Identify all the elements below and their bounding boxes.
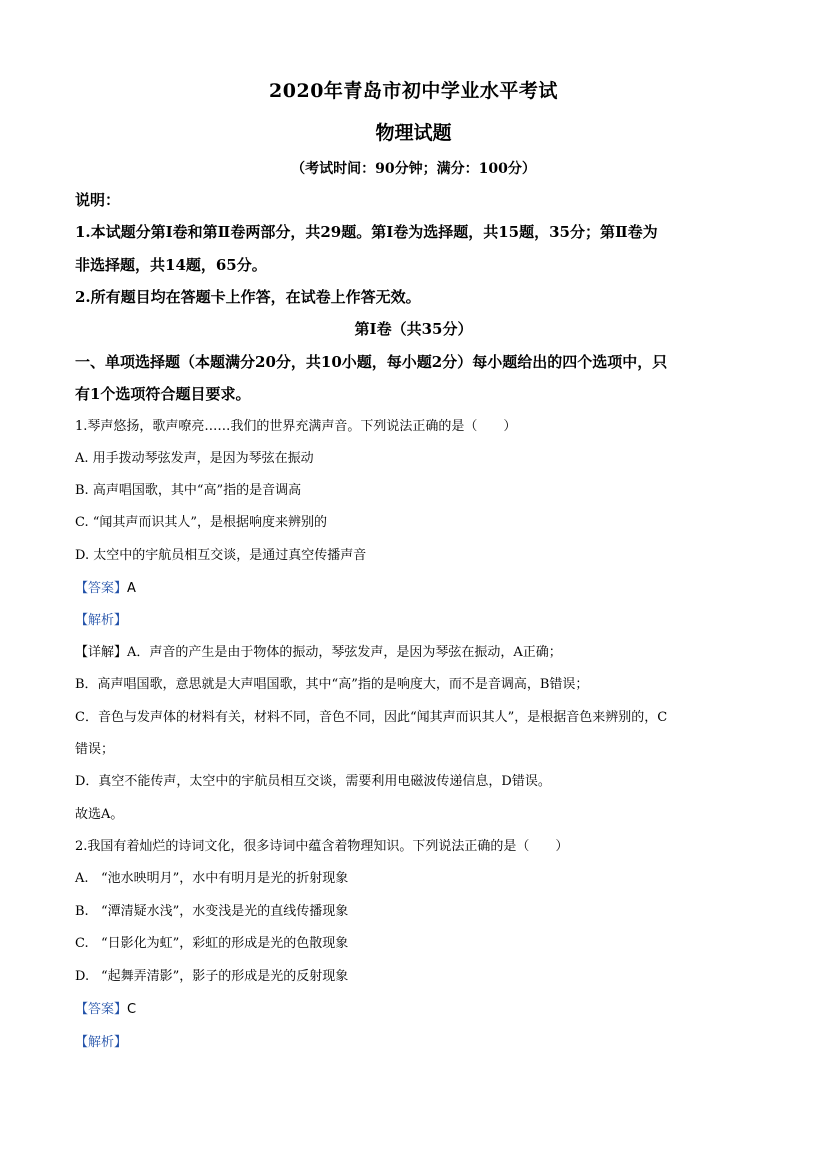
question-1-option-c: C. “闻其声而识其人”，是根据响度来辨别的 bbox=[75, 515, 328, 530]
instruction-item-1-line-1: 1.本试题分第Ⅰ卷和第Ⅱ卷两部分，共29题。第Ⅰ卷为选择题，共15题，35分；第Ⅱ卷为 bbox=[75, 223, 658, 241]
question-1-detail-line: 错误； bbox=[75, 742, 115, 757]
answer-value: C bbox=[127, 1002, 137, 1017]
question-2-option-d bbox=[75, 967, 755, 987]
exam-info: （考试时间：90分钟；满分：100分） bbox=[291, 161, 536, 177]
option-text: “池水映明月”，水中有明月是光的折射现象 bbox=[101, 871, 349, 886]
option-text: “起舞弄清影”，影子的形成是光的反射现象 bbox=[101, 969, 349, 984]
question-2-option-b bbox=[75, 902, 755, 922]
exam-subject: 物理试题 bbox=[375, 122, 452, 144]
option-label: C. bbox=[75, 936, 89, 951]
answer-tag: 【答案】 bbox=[75, 1002, 128, 1017]
part-heading-line-1: 一、单项选择题（本题满分20分，共10小题，每小题2分）每小题给出的四个选项中，只 bbox=[75, 353, 668, 371]
question-1-detail-line: 【详解】A．声音的产生是由于物体的振动，琴弦发声，是因为琴弦在振动，A正确； bbox=[75, 645, 562, 660]
question-1-detail-line: D．真空不能传声，太空中的宇航员相互交谈，需要利用电磁波传递信息，D错误。 bbox=[75, 774, 551, 789]
analysis-tag: 【解析】 bbox=[75, 1035, 128, 1050]
question-1-detail-line: B．高声唱国歌，意思就是大声唱国歌，其中“高”指的是响度大，而不是音调高，B错误； bbox=[75, 677, 589, 692]
section-title: 第Ⅰ卷（共35分） bbox=[354, 320, 473, 338]
question-1-option-b: B. 高声唱国歌，其中“高”指的是音调高 bbox=[75, 483, 302, 498]
question-1-option-a: A. 用手拨动琴弦发声，是因为琴弦在振动 bbox=[75, 451, 314, 466]
answer-value: A bbox=[127, 581, 136, 596]
question-2-answer bbox=[75, 999, 755, 1020]
option-text: “潭清疑水浅”，水变浅是光的直线传播现象 bbox=[101, 904, 349, 919]
question-1-option-d: D. 太空中的宇航员相互交谈，是通过真空传播声音 bbox=[75, 548, 367, 563]
question-1-detail-line: 故选A。 bbox=[75, 807, 124, 822]
analysis-tag: 【解析】 bbox=[75, 613, 128, 628]
question-1-analysis-tag bbox=[75, 610, 755, 631]
question-1-detail-line: C．音色与发声体的材料有关，材料不同，音色不同，因此“闻其声而识其人”，是根据音色来辨别的，C bbox=[75, 710, 668, 725]
option-label: B. bbox=[75, 904, 89, 919]
instruction-item-1-line-2: 非选择题，共14题，65分。 bbox=[75, 256, 267, 274]
instructions-heading: 说明： bbox=[75, 191, 121, 209]
option-label: A. bbox=[75, 871, 89, 886]
part-heading-line-2: 有1个选项符合题目要求。 bbox=[75, 385, 251, 403]
question-1-stem: 1.琴声悠扬，歌声嘹亮……我们的世界充满声音。下列说法正确的是（ ） bbox=[75, 419, 517, 434]
instruction-item-2: 2.所有题目均在答题卡上作答，在试卷上作答无效。 bbox=[75, 288, 421, 306]
option-text: “日影化为虹”，彩虹的形成是光的色散现象 bbox=[101, 936, 349, 951]
question-2-stem: 2.我国有着灿烂的诗词文化，很多诗词中蕴含着物理知识。下列说法正确的是（ ） bbox=[75, 839, 569, 854]
question-2-option-a bbox=[75, 869, 755, 889]
question-2-analysis-tag bbox=[75, 1032, 755, 1053]
question-2-option-c bbox=[75, 934, 755, 954]
exam-title: 2020年青岛市初中学业水平考试 bbox=[269, 80, 558, 102]
question-1-answer bbox=[75, 578, 755, 599]
answer-tag: 【答案】 bbox=[75, 581, 128, 596]
option-label: D. bbox=[75, 969, 90, 984]
